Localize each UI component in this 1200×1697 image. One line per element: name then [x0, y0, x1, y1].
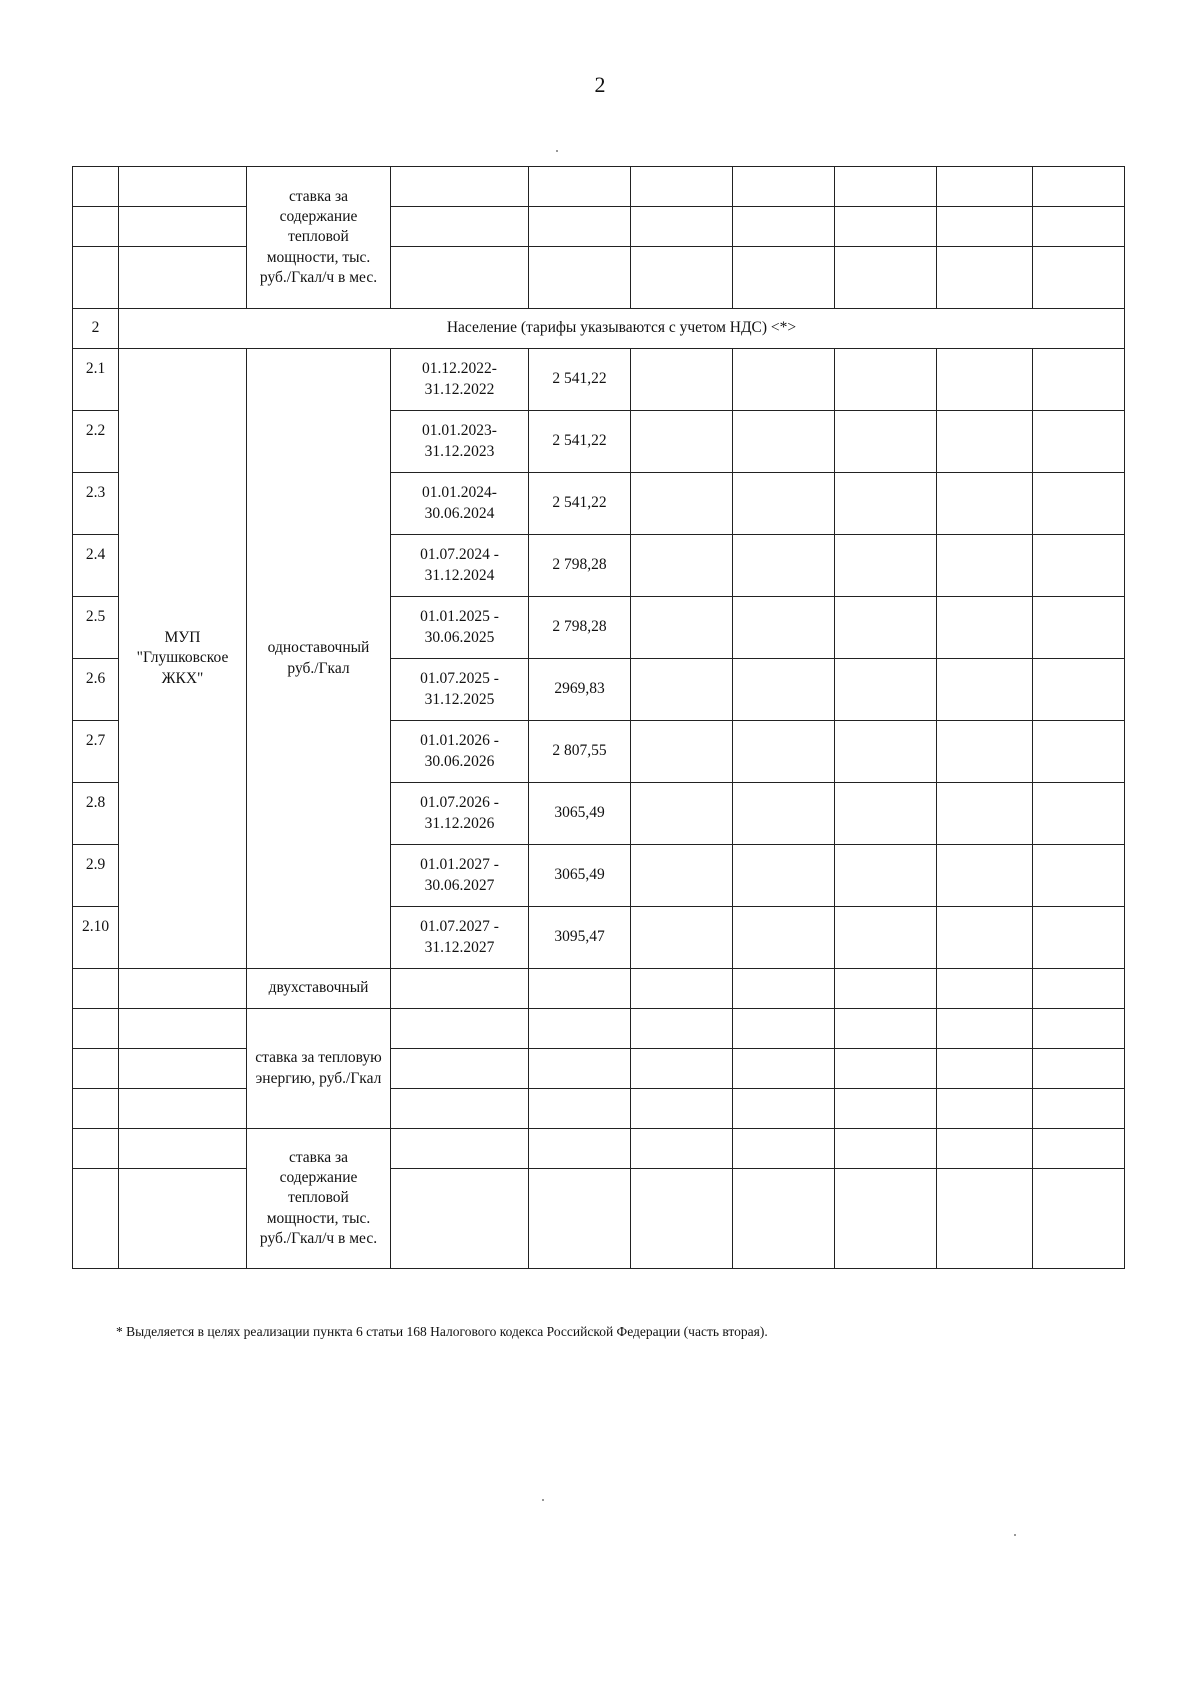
tariff-value: 3095,47	[529, 907, 631, 969]
tariff-value: 2 541,22	[529, 411, 631, 473]
empty-cell	[733, 659, 835, 721]
empty-cell	[631, 1089, 733, 1129]
empty-cell	[937, 783, 1033, 845]
tariff-period: 01.07.2024 - 31.12.2024	[391, 535, 529, 597]
empty-cell	[119, 207, 247, 247]
empty-cell	[631, 907, 733, 969]
empty-cell	[529, 1169, 631, 1269]
empty-cell	[631, 207, 733, 247]
row-number: 2.1	[73, 349, 119, 411]
empty-cell	[631, 783, 733, 845]
empty-cell	[937, 535, 1033, 597]
empty-cell	[73, 1049, 119, 1089]
empty-cell	[937, 411, 1033, 473]
footnote: * Выделяется в целях реализации пункта 6 статьи 168 Налогового кодекса Российской Федерации (часть вторая).	[116, 1324, 768, 1339]
empty-cell	[733, 411, 835, 473]
row-number: 2.4	[73, 535, 119, 597]
row-number: 2.9	[73, 845, 119, 907]
empty-cell	[391, 1089, 529, 1129]
empty-cell	[1033, 1169, 1125, 1269]
tariff-value: 2969,83	[529, 659, 631, 721]
empty-cell	[733, 845, 835, 907]
organization-name: МУП "Глушковское ЖКХ"	[119, 349, 247, 969]
empty-cell	[937, 1049, 1033, 1089]
empty-cell	[937, 597, 1033, 659]
empty-cell	[529, 207, 631, 247]
empty-cell	[733, 167, 835, 207]
empty-cell	[1033, 597, 1125, 659]
empty-cell	[631, 1129, 733, 1169]
tariff-period: 01.01.2026 - 30.06.2026	[391, 721, 529, 783]
row-number: 2.8	[73, 783, 119, 845]
tariff-value: 2 541,22	[529, 349, 631, 411]
empty-cell	[119, 247, 247, 309]
empty-cell	[733, 247, 835, 309]
scan-speck	[1014, 1534, 1016, 1536]
empty-cell	[835, 1169, 937, 1269]
empty-cell	[631, 721, 733, 783]
empty-cell	[937, 969, 1033, 1009]
empty-cell	[733, 597, 835, 659]
empty-cell	[391, 1009, 529, 1049]
table-row	[73, 1169, 1125, 1269]
empty-cell	[733, 535, 835, 597]
empty-cell	[835, 167, 937, 207]
empty-cell	[835, 783, 937, 845]
empty-cell	[835, 659, 937, 721]
empty-cell	[937, 1089, 1033, 1129]
row-number: 2.5	[73, 597, 119, 659]
tariff-period: 01.01.2027 - 30.06.2027	[391, 845, 529, 907]
empty-cell	[733, 473, 835, 535]
empty-cell	[73, 247, 119, 309]
empty-cell	[1033, 1089, 1125, 1129]
empty-cell	[835, 349, 937, 411]
energy-rate-label: ставка за тепловую энергию, руб./Гкал	[247, 1009, 391, 1129]
empty-cell	[529, 1089, 631, 1129]
scan-speck	[542, 1499, 544, 1501]
empty-cell	[73, 167, 119, 207]
empty-cell	[1033, 969, 1125, 1009]
empty-cell	[391, 207, 529, 247]
one-part-tariff-label: одноставочный руб./Гкал	[247, 349, 391, 969]
empty-cell	[1033, 1129, 1125, 1169]
tariff-table-body	[73, 167, 1125, 1269]
empty-cell	[631, 1009, 733, 1049]
empty-cell	[733, 1009, 835, 1049]
capacity-rate-label-top: ставка за содержание тепловой мощности, тыс. руб./Гкал/ч в мес.	[247, 167, 391, 309]
tariff-value: 3065,49	[529, 783, 631, 845]
empty-cell	[631, 411, 733, 473]
empty-cell	[73, 1089, 119, 1129]
row-number: 2.2	[73, 411, 119, 473]
empty-cell	[835, 411, 937, 473]
empty-cell	[733, 1089, 835, 1129]
table-row	[73, 247, 1125, 309]
empty-cell	[73, 1169, 119, 1269]
empty-cell	[835, 1089, 937, 1129]
table-row	[73, 969, 1125, 1009]
empty-cell	[73, 969, 119, 1009]
row-number: 2.10	[73, 907, 119, 969]
two-part-tariff-label: двухставочный	[247, 969, 391, 1009]
empty-cell	[1033, 659, 1125, 721]
empty-cell	[937, 659, 1033, 721]
empty-cell	[1033, 167, 1125, 207]
empty-cell	[835, 1049, 937, 1089]
empty-cell	[937, 1129, 1033, 1169]
empty-cell	[119, 167, 247, 207]
table-row	[73, 349, 1125, 411]
empty-cell	[631, 969, 733, 1009]
section-title: Население (тарифы указываются с учетом НДС) <*>	[119, 309, 1125, 349]
tariff-value: 2 798,28	[529, 597, 631, 659]
tariff-value: 2 541,22	[529, 473, 631, 535]
empty-cell	[1033, 349, 1125, 411]
table-row	[73, 309, 1125, 349]
tariff-value: 3065,49	[529, 845, 631, 907]
empty-cell	[733, 721, 835, 783]
empty-cell	[631, 349, 733, 411]
empty-cell	[1033, 783, 1125, 845]
empty-cell	[835, 535, 937, 597]
empty-cell	[631, 167, 733, 207]
empty-cell	[1033, 721, 1125, 783]
scan-speck	[556, 150, 558, 152]
tariff-period: 01.01.2023- 31.12.2023	[391, 411, 529, 473]
empty-cell	[937, 907, 1033, 969]
empty-cell	[835, 721, 937, 783]
empty-cell	[391, 1049, 529, 1089]
empty-cell	[835, 1009, 937, 1049]
empty-cell	[835, 597, 937, 659]
empty-cell	[529, 969, 631, 1009]
empty-cell	[391, 1129, 529, 1169]
empty-cell	[73, 1009, 119, 1049]
empty-cell	[835, 207, 937, 247]
empty-cell	[733, 907, 835, 969]
row-number: 2.6	[73, 659, 119, 721]
empty-cell	[631, 473, 733, 535]
empty-cell	[631, 1049, 733, 1089]
empty-cell	[937, 167, 1033, 207]
empty-cell	[631, 845, 733, 907]
empty-cell	[391, 167, 529, 207]
row-number: 2.3	[73, 473, 119, 535]
empty-cell	[1033, 473, 1125, 535]
empty-cell	[733, 1049, 835, 1089]
table-row	[73, 1009, 1125, 1049]
table-row	[73, 207, 1125, 247]
empty-cell	[391, 1169, 529, 1269]
empty-cell	[937, 207, 1033, 247]
empty-cell	[119, 1169, 247, 1269]
empty-cell	[937, 845, 1033, 907]
empty-cell	[937, 473, 1033, 535]
empty-cell	[119, 1049, 247, 1089]
empty-cell	[631, 247, 733, 309]
empty-cell	[937, 247, 1033, 309]
empty-cell	[1033, 411, 1125, 473]
empty-cell	[733, 1169, 835, 1269]
empty-cell	[733, 349, 835, 411]
empty-cell	[937, 721, 1033, 783]
empty-cell	[391, 247, 529, 309]
tariff-period: 01.07.2025 - 31.12.2025	[391, 659, 529, 721]
empty-cell	[937, 1009, 1033, 1049]
empty-cell	[937, 1169, 1033, 1269]
table-row	[73, 167, 1125, 207]
empty-cell	[529, 247, 631, 309]
table-row	[73, 1129, 1125, 1169]
empty-cell	[1033, 907, 1125, 969]
tariff-table	[72, 166, 1125, 1269]
empty-cell	[119, 1089, 247, 1129]
empty-cell	[631, 597, 733, 659]
empty-cell	[1033, 1049, 1125, 1089]
tariff-period: 01.01.2025 - 30.06.2025	[391, 597, 529, 659]
empty-cell	[119, 1009, 247, 1049]
page-number: 2	[594, 72, 606, 97]
empty-cell	[1033, 845, 1125, 907]
tariff-period: 01.01.2024- 30.06.2024	[391, 473, 529, 535]
tariff-value: 2 798,28	[529, 535, 631, 597]
tariff-period: 01.07.2026 - 31.12.2026	[391, 783, 529, 845]
empty-cell	[529, 167, 631, 207]
table-row	[73, 1049, 1125, 1089]
empty-cell	[631, 535, 733, 597]
section-number: 2	[73, 309, 119, 349]
empty-cell	[835, 247, 937, 309]
table-row	[73, 1089, 1125, 1129]
empty-cell	[119, 1129, 247, 1169]
empty-cell	[1033, 1009, 1125, 1049]
empty-cell	[835, 473, 937, 535]
empty-cell	[835, 907, 937, 969]
row-number: 2.7	[73, 721, 119, 783]
capacity-rate-label-bottom: ставка за содержание тепловой мощности, тыс. руб./Гкал/ч в мес.	[247, 1129, 391, 1269]
empty-cell	[835, 1129, 937, 1169]
empty-cell	[733, 207, 835, 247]
empty-cell	[835, 845, 937, 907]
empty-cell	[119, 969, 247, 1009]
empty-cell	[835, 969, 937, 1009]
empty-cell	[733, 969, 835, 1009]
tariff-period: 01.07.2027 - 31.12.2027	[391, 907, 529, 969]
empty-cell	[733, 783, 835, 845]
empty-cell	[391, 969, 529, 1009]
empty-cell	[1033, 535, 1125, 597]
empty-cell	[73, 207, 119, 247]
empty-cell	[631, 659, 733, 721]
empty-cell	[1033, 247, 1125, 309]
empty-cell	[73, 1129, 119, 1169]
empty-cell	[937, 349, 1033, 411]
tariff-value: 2 807,55	[529, 721, 631, 783]
empty-cell	[733, 1129, 835, 1169]
empty-cell	[529, 1009, 631, 1049]
empty-cell	[1033, 207, 1125, 247]
tariff-period: 01.12.2022- 31.12.2022	[391, 349, 529, 411]
empty-cell	[529, 1129, 631, 1169]
empty-cell	[529, 1049, 631, 1089]
empty-cell	[631, 1169, 733, 1269]
